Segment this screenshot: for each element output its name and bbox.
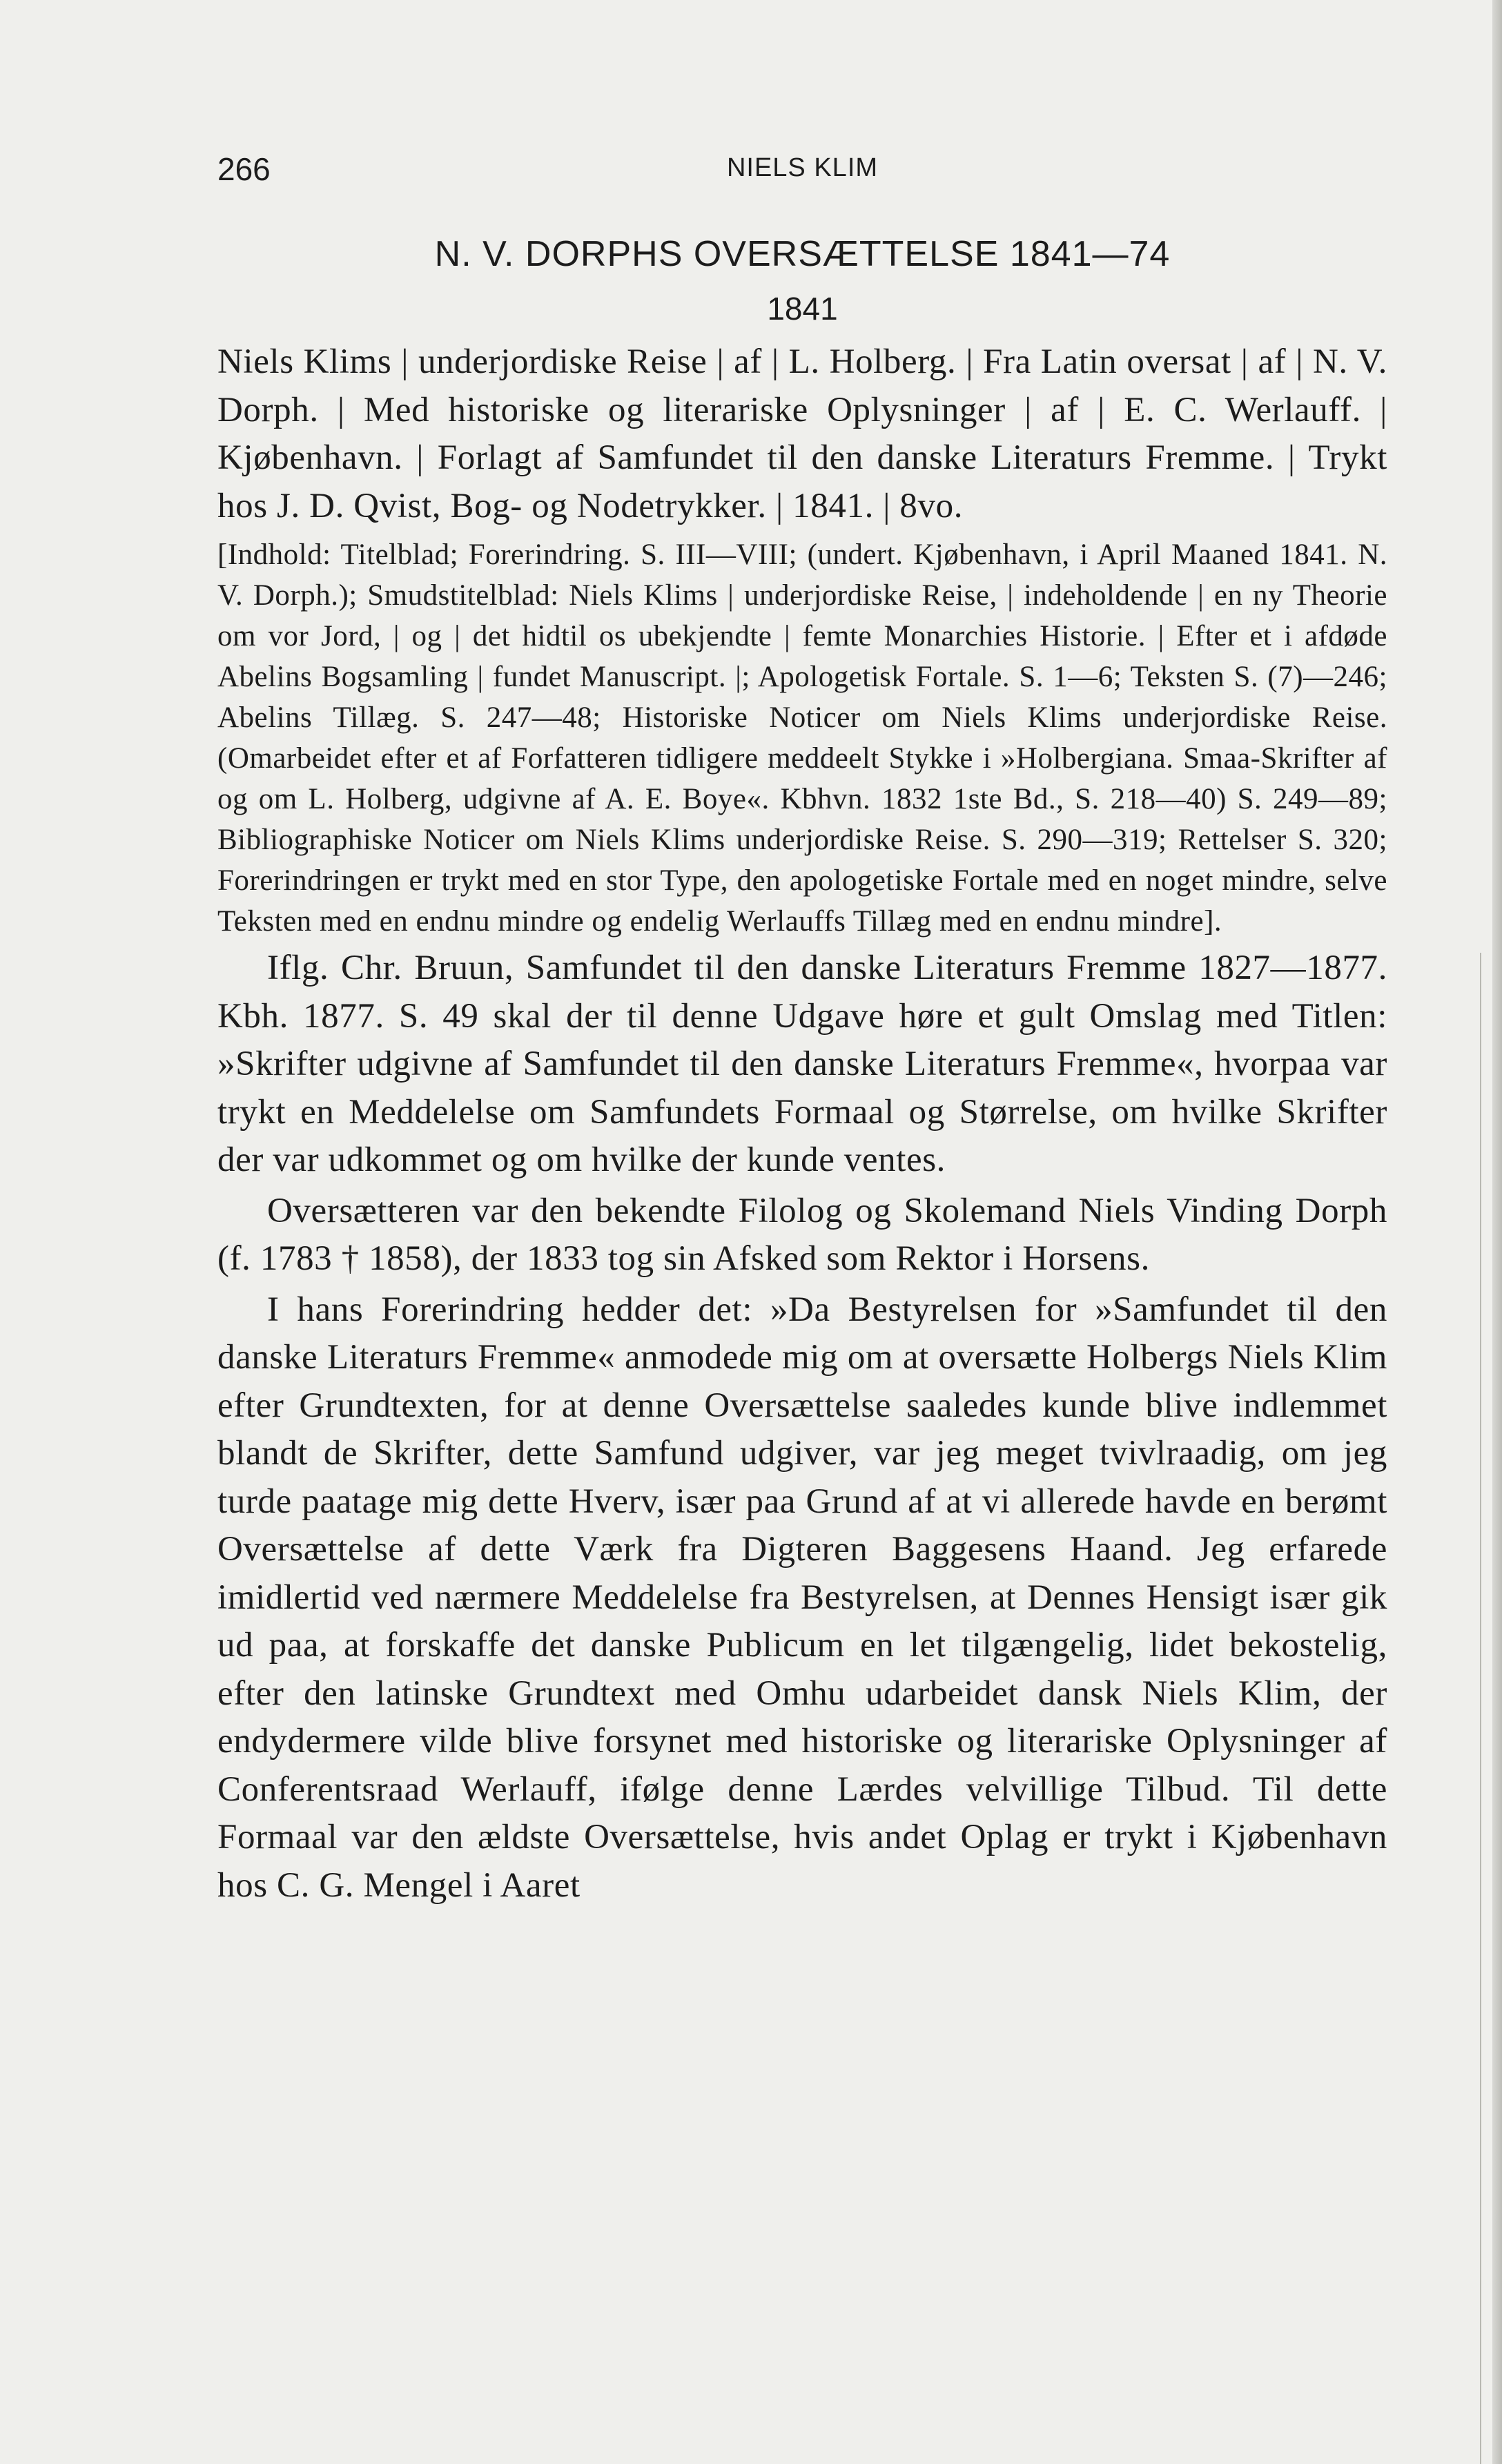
paragraph: Iflg. Chr. Bruun, Samfundet til den danske Literaturs Fremme 1827—1877. Kbh. 1877. S. 49 skal der til denne Udgave høre et gult Omslag med Titlen: »Skrifter udgivne af Samfundet til den danske Literaturs Fremme«, hvorpaa var trykt en Meddelelse om Samfundets Formaal og Størrelse, om hvilke Skrifter der var udkommet og om hvilke der kunde ventes. bbox=[217, 949, 1387, 1179]
text-column bbox=[217, 228, 1387, 1910]
page-edge-line bbox=[1480, 953, 1481, 2464]
section-heading: N. V. DORPHS OVERSÆTTELSE 1841—74 bbox=[434, 234, 1171, 274]
title-entry: Niels Klims | underjordiske Reise | af | L. Holberg. | Fra Latin oversat | af | N. V. Dorph. | Med historiske og literariske Oplysninger | af | E. C. Werlauff. | Kjøbenhavn. | Forlagt af Samfundet til den danske Literaturs Fremme. | Trykt hos J. D. Qvist, Bog- og Nodetrykker. | 1841. | 8vo. bbox=[217, 342, 1387, 525]
section-year: 1841 bbox=[767, 291, 838, 327]
running-head bbox=[217, 151, 1387, 199]
paragraph: I hans Forerindring hedder det: »Da Bestyrelsen for »Samfundet til den danske Literaturs Fremme« anmodede mig om at oversætte Holbergs Niels Klim efter Grundtexten, for at denne Oversættelse saaledes kunde blive indlemmet blandt de Skrifter, dette Samfund udgiver, var jeg meget tvivlraadig, om jeg turde paatage mig dette Hverv, især paa Grund af at vi allerede havde en berømt Oversættelse af dette Værk fra Digteren Baggesens Haand. Jeg erfarede imidlertid ved nærmere Meddelelse fra Bestyrelsen, at Dennes Hensigt især gik ud paa, at forskaffe det danske Publicum en let tilgængelig, lidet bekostelig, efter den latinske Grundtext med Omhu udarbeidet dansk Niels Klim, der endydermere vilde blive forsynet med historiske og literariske Oplysninger af Conferentsraad Werlauff, ifølge denne Lærdes velvillige Tilbud. Til dette Formaal var den ældste Oversættelse, hvis andet Oplag er trykt i Kjøbenhavn hos C. G. Mengel i Aaret bbox=[217, 1290, 1387, 1905]
page-number: 266 bbox=[217, 151, 271, 187]
paragraph: Oversætteren var den bekendte Filolog og Skolemand Niels Vinding Dorph (f. 1783 † 1858), der 1833 tog sin Afsked som Rektor i Horsens. bbox=[217, 1191, 1387, 1278]
page-edge bbox=[1492, 0, 1502, 2464]
running-title: NIELS KLIM bbox=[726, 153, 879, 182]
contents-note: [Indhold: Titelblad; Forerindring. S. III—VIII; (undert. Kjøbenhavn, i April Maaned 1841. N. V. Dorph.); Smudstitelblad: Niels Klims | underjordiske Reise, | indeholdende | en ny Theorie om vor Jord, | og | det hidtil os ubekjendte | femte Monarchies Historie. | Efter et i afdøde Abelins Bogsamling | fundet Manuscript. |; Apologetisk Fortale. S. 1—6; Teksten S. (7)—246; Abelins Tillæg. S. 247—48; Historiske Noticer om Niels Klims underjordiske Reise. (Omarbeidet efter et af Forfatteren tidligere meddeelt Stykke i »Holbergiana. Smaa-Skrifter af og om L. Holberg, udgivne af A. E. Boye«. Kbhvn. 1832 1ste Bd., S. 218—40) S. 249—89; Bibliographiske Noticer om Niels Klims underjordiske Reise. S. 290—319; Rettelser S. 320; Forerindringen er trykt med en stor Type, den apologetiske Fortale med en noget mindre, selve Teksten med en endnu mindre og endelig Werlauffs Tillæg med en endnu mindre]. bbox=[217, 539, 1387, 938]
